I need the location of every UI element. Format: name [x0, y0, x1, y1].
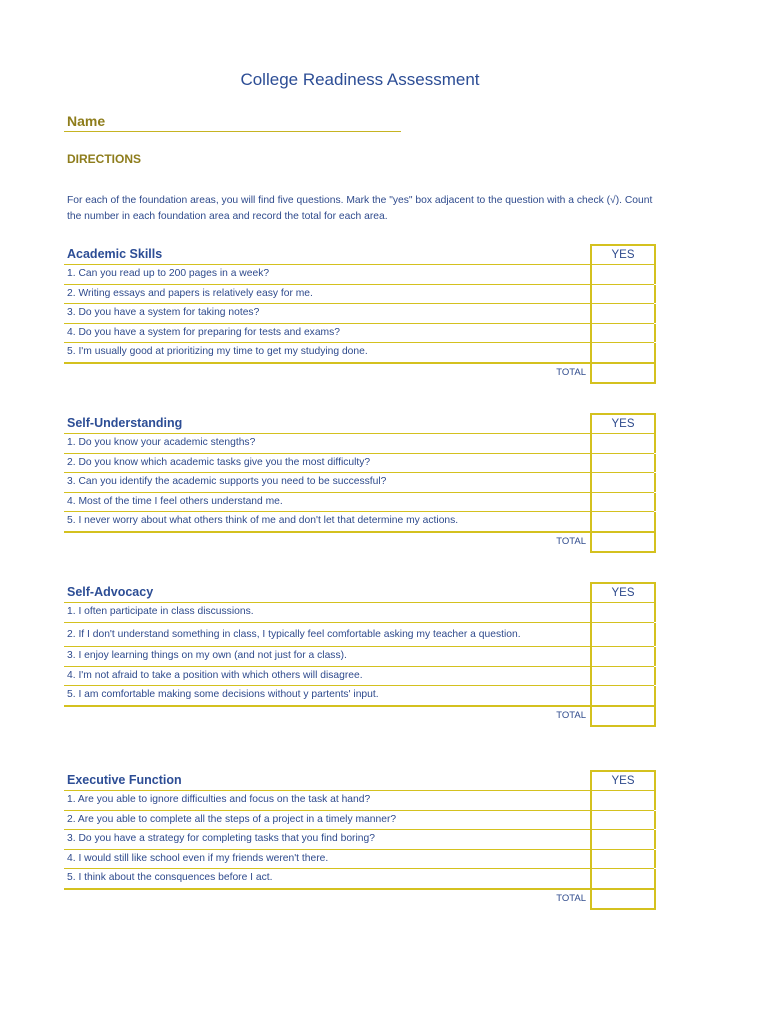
total-input[interactable]	[590, 362, 656, 384]
question-text: 4. I would still like school even if my friends weren't there.	[67, 852, 329, 864]
question-row	[64, 472, 654, 492]
question-row	[64, 323, 654, 343]
section-header	[64, 770, 654, 790]
yes-column-header: YES	[590, 582, 656, 603]
question-text: 1. Can you read up to 200 pages in a week?	[67, 268, 270, 279]
section-title: Self-Understanding	[67, 416, 183, 430]
question-row	[64, 303, 654, 323]
yes-checkbox[interactable]	[590, 304, 656, 323]
question-text: 2. If I don't understand something in class, I typically feel comfortable asking my teacher a question.	[67, 628, 521, 640]
question-row	[64, 433, 654, 453]
question-row	[64, 666, 654, 686]
question-row	[64, 849, 654, 869]
section-title: Self-Advocacy	[67, 585, 154, 599]
yes-column-header: YES	[590, 413, 656, 434]
question-row	[64, 790, 654, 810]
total-label: TOTAL	[556, 366, 586, 378]
section-title: Executive Function	[67, 773, 182, 787]
total-input[interactable]	[590, 888, 656, 910]
section-header	[64, 413, 654, 433]
yes-checkbox[interactable]	[590, 473, 656, 492]
question-text: 2. Are you able to complete all the steps of a project in a timely manner?	[67, 813, 397, 825]
yes-checkbox[interactable]	[590, 493, 656, 512]
section-self-understanding	[64, 413, 654, 551]
question-row	[64, 602, 654, 622]
question-text: 2. Writing essays and papers is relatively easy for me.	[67, 287, 313, 299]
total-label: TOTAL	[556, 535, 586, 547]
question-text: 1. Are you able to ignore difficulties and focus on the task at hand?	[67, 794, 371, 805]
yes-column-header: YES	[590, 244, 656, 265]
question-text: 5. I'm usually good at prioritizing my time to get my studying done.	[67, 346, 368, 357]
question-text: 4. I'm not afraid to take a position with which others will disagree.	[67, 669, 363, 681]
total-input[interactable]	[590, 705, 656, 727]
total-row	[64, 705, 654, 725]
total-label: TOTAL	[556, 892, 586, 904]
question-text: 4. Do you have a system for preparing for tests and exams?	[67, 326, 341, 338]
question-text: 5. I never worry about what others think of me and don't let that determine my actions.	[67, 515, 459, 526]
question-text: 3. Do you have a strategy for completing tasks that you find boring?	[67, 833, 375, 844]
total-label: TOTAL	[556, 709, 586, 721]
yes-checkbox[interactable]	[590, 623, 656, 647]
question-text: 3. I enjoy learning things on my own (and not just for a class).	[67, 650, 347, 661]
total-row	[64, 888, 654, 908]
total-row	[64, 362, 654, 382]
name-field-line[interactable]	[64, 131, 401, 132]
question-row	[64, 622, 654, 647]
yes-checkbox[interactable]	[590, 647, 656, 666]
question-row	[64, 264, 654, 284]
directions-text: For each of the foundation areas, you will find five questions. Mark the "yes" box adjacent to the question with a check (√). Count the number in each foundation area and record the total for each area.	[67, 195, 653, 222]
question-text: 1. Do you know your academic stengths?	[67, 437, 256, 448]
yes-checkbox[interactable]	[590, 434, 656, 453]
question-row	[64, 342, 654, 362]
question-text: 3. Do you have a system for taking notes?	[67, 307, 260, 318]
directions-heading: DIRECTIONS	[67, 152, 142, 166]
section-header	[64, 244, 654, 264]
question-text: 1. I often participate in class discussions.	[67, 606, 254, 617]
total-input[interactable]	[590, 531, 656, 553]
question-row	[64, 810, 654, 830]
question-row	[64, 646, 654, 666]
question-row	[64, 685, 654, 705]
name-label: Name	[67, 113, 106, 129]
yes-checkbox[interactable]	[590, 265, 656, 284]
section-self-advocacy	[64, 582, 654, 725]
yes-checkbox[interactable]	[590, 667, 656, 686]
section-academic-skills	[64, 244, 654, 382]
yes-checkbox[interactable]	[590, 850, 656, 869]
question-row	[64, 511, 654, 531]
section-header	[64, 582, 654, 602]
question-row	[64, 284, 654, 304]
yes-checkbox[interactable]	[590, 324, 656, 343]
yes-checkbox[interactable]	[590, 686, 656, 705]
question-text: 2. Do you know which academic tasks give you the most difficulty?	[67, 456, 371, 468]
yes-column-header: YES	[590, 770, 656, 791]
question-row	[64, 868, 654, 888]
yes-checkbox[interactable]	[590, 285, 656, 304]
yes-checkbox[interactable]	[590, 454, 656, 473]
yes-checkbox[interactable]	[590, 869, 656, 888]
yes-checkbox[interactable]	[590, 811, 656, 830]
section-executive-function	[64, 770, 654, 908]
page-title: College Readiness Assessment	[240, 70, 480, 89]
yes-checkbox[interactable]	[590, 603, 656, 622]
question-row	[64, 453, 654, 473]
yes-checkbox[interactable]	[590, 830, 656, 849]
question-row	[64, 492, 654, 512]
question-text: 5. I think about the consquences before I act.	[67, 872, 273, 883]
question-text: 4. Most of the time I feel others understand me.	[67, 495, 283, 507]
yes-checkbox[interactable]	[590, 791, 656, 810]
total-row	[64, 531, 654, 551]
question-row	[64, 829, 654, 849]
section-title: Academic Skills	[67, 247, 163, 261]
question-text: 3. Can you identify the academic supports you need to be successful?	[67, 476, 387, 487]
yes-checkbox[interactable]	[590, 512, 656, 531]
question-text: 5. I am comfortable making some decisions without y partents' input.	[67, 689, 379, 700]
yes-checkbox[interactable]	[590, 343, 656, 362]
